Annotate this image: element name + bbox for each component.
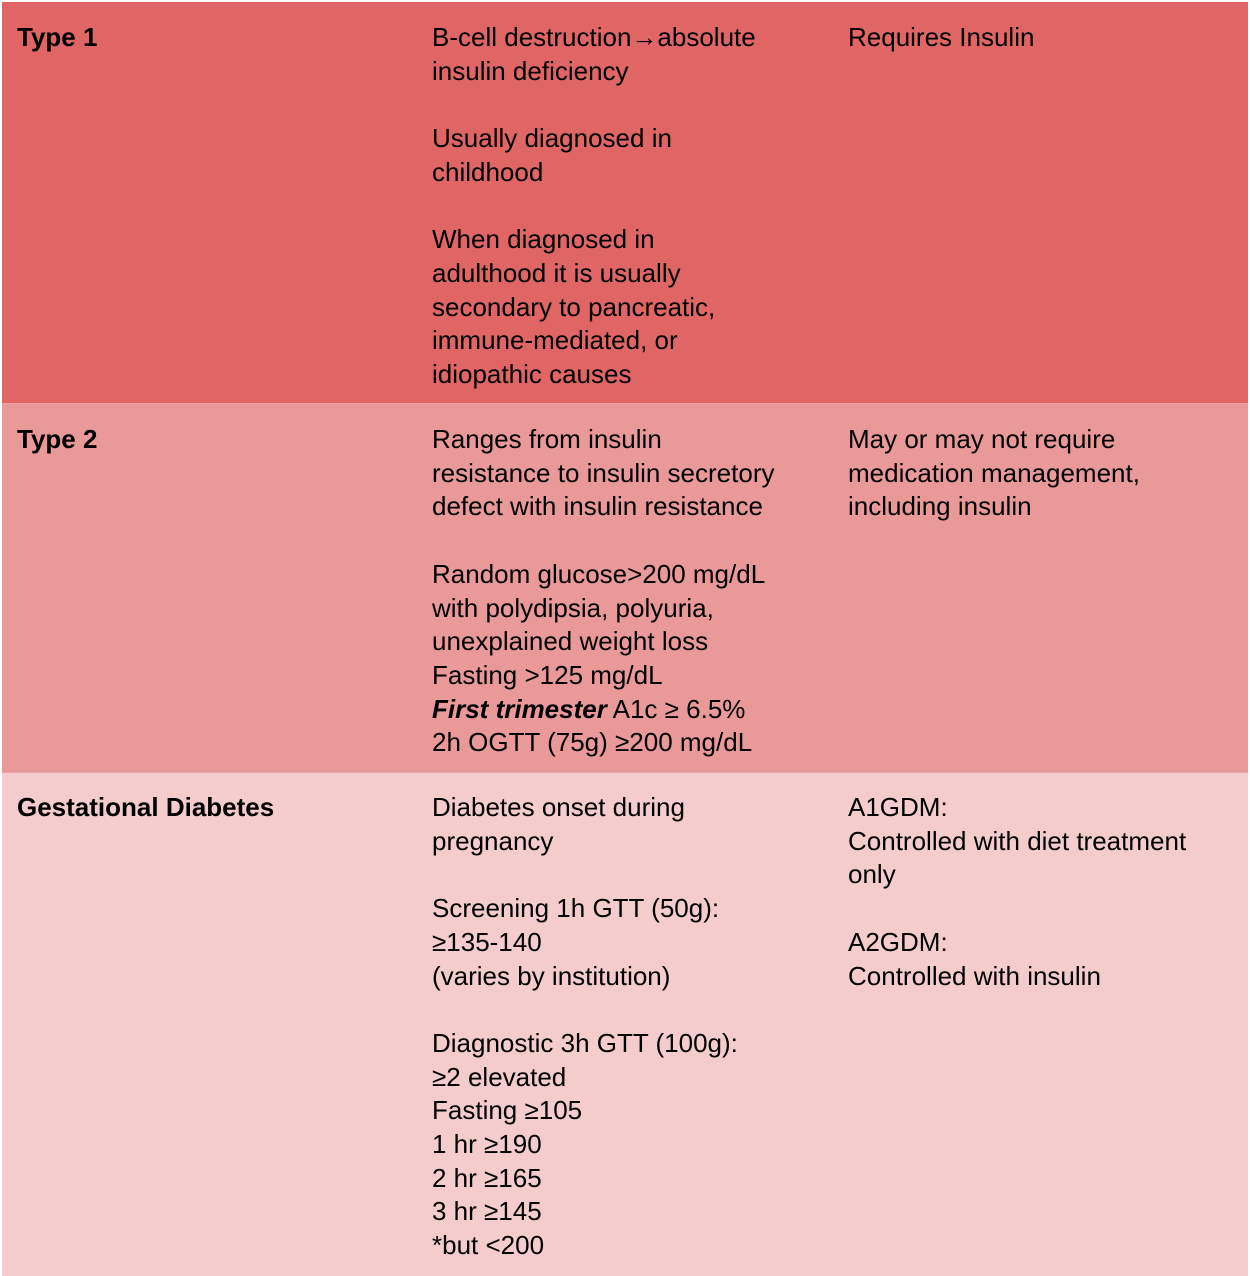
treatment-paragraph <box>848 423 1244 524</box>
description-cell <box>417 2 833 404</box>
text-line: only <box>848 859 896 890</box>
text-line: pregnancy <box>432 825 554 856</box>
criteria-paragraph <box>432 558 829 760</box>
text-line: Fasting >125 mg/dL <box>432 659 663 690</box>
treatment-cell <box>833 404 1248 773</box>
table-row-gestational-diabetes <box>2 773 1248 1276</box>
description-cell <box>417 773 833 1276</box>
a1c-criteria-text: A1c ≥ 6.5% <box>606 693 746 724</box>
text-line: insulin deficiency <box>432 55 629 86</box>
text-line: *but <200 <box>432 1230 545 1261</box>
text-line: 1 hr ≥190 <box>432 1129 542 1159</box>
text-line: Ranges from insulin <box>432 424 662 454</box>
text-line: ≥2 elevated <box>432 1061 567 1092</box>
text-line: B-cell destruction→absolute <box>432 22 756 52</box>
treatment-paragraph <box>848 21 1244 55</box>
type-label-cell <box>2 404 417 773</box>
text-line: including insulin <box>848 491 1032 522</box>
type-label: Type 2 <box>17 424 98 454</box>
description-cell <box>417 404 833 773</box>
text-line: Controlled with diet treatment <box>848 825 1187 856</box>
text-line: (varies by institution) <box>432 960 671 991</box>
text-line: Fasting ≥105 <box>432 1095 583 1126</box>
text-line: childhood <box>432 156 544 187</box>
treatment-cell <box>833 773 1248 1276</box>
text-line: idiopathic causes <box>432 359 632 389</box>
text-line: Diabetes onset during <box>432 792 685 822</box>
text-line: 2h OGTT (75g) ≥200 mg/dL <box>432 727 753 758</box>
text-line: A2GDM: <box>848 926 948 957</box>
a1gdm-paragraph <box>848 791 1244 892</box>
first-trimester-emphasis: First trimester <box>432 693 607 724</box>
text-line: Diagnostic 3h GTT (100g): <box>432 1027 738 1058</box>
text-line: medication management, <box>848 457 1140 488</box>
text-line: Controlled with insulin <box>848 960 1101 991</box>
type-label-cell <box>2 773 417 1276</box>
description-paragraph <box>432 791 829 858</box>
description-paragraph <box>432 21 829 88</box>
description-paragraph <box>432 122 829 189</box>
text-line: immune-mediated, or <box>432 325 678 356</box>
description-paragraph <box>432 423 829 524</box>
text-line: adulthood it is usually <box>432 257 681 288</box>
table-row-type-2 <box>2 404 1248 773</box>
text-line: 3 hr ≥145 <box>432 1196 542 1227</box>
type-label: Type 1 <box>17 22 98 52</box>
text-line: 2 hr ≥165 <box>432 1162 542 1193</box>
table-row-type-1 <box>2 2 1248 404</box>
text-line: When diagnosed in <box>432 224 655 255</box>
text-line: Usually diagnosed in <box>432 123 672 154</box>
text-line: with polydipsia, polyuria, <box>432 592 714 623</box>
text-line: defect with insulin resistance <box>432 491 763 522</box>
diabetes-classification-table <box>2 2 1248 1276</box>
treatment-cell <box>833 2 1248 404</box>
text-line: May or may not require <box>848 424 1116 454</box>
a1c-criteria-line <box>432 693 829 727</box>
text-line: unexplained weight loss <box>432 626 709 657</box>
text-line: resistance to insulin secretory <box>432 457 775 488</box>
screening-paragraph <box>432 892 829 993</box>
a2gdm-paragraph <box>848 926 1244 993</box>
text-line: A1GDM: <box>848 792 948 822</box>
text-line: secondary to pancreatic, <box>432 291 716 322</box>
diabetes-classification-table-container <box>2 2 1248 1274</box>
type-label: Gestational Diabetes <box>17 792 275 822</box>
text-line: ≥135-140 <box>432 926 542 957</box>
type-label-cell <box>2 2 417 404</box>
diagnostic-paragraph <box>432 1027 829 1263</box>
description-paragraph <box>432 223 829 392</box>
text-line: Random glucose>200 mg/dL <box>432 558 766 589</box>
text-line: Requires Insulin <box>848 22 1035 52</box>
text-line: Screening 1h GTT (50g): <box>432 893 720 924</box>
